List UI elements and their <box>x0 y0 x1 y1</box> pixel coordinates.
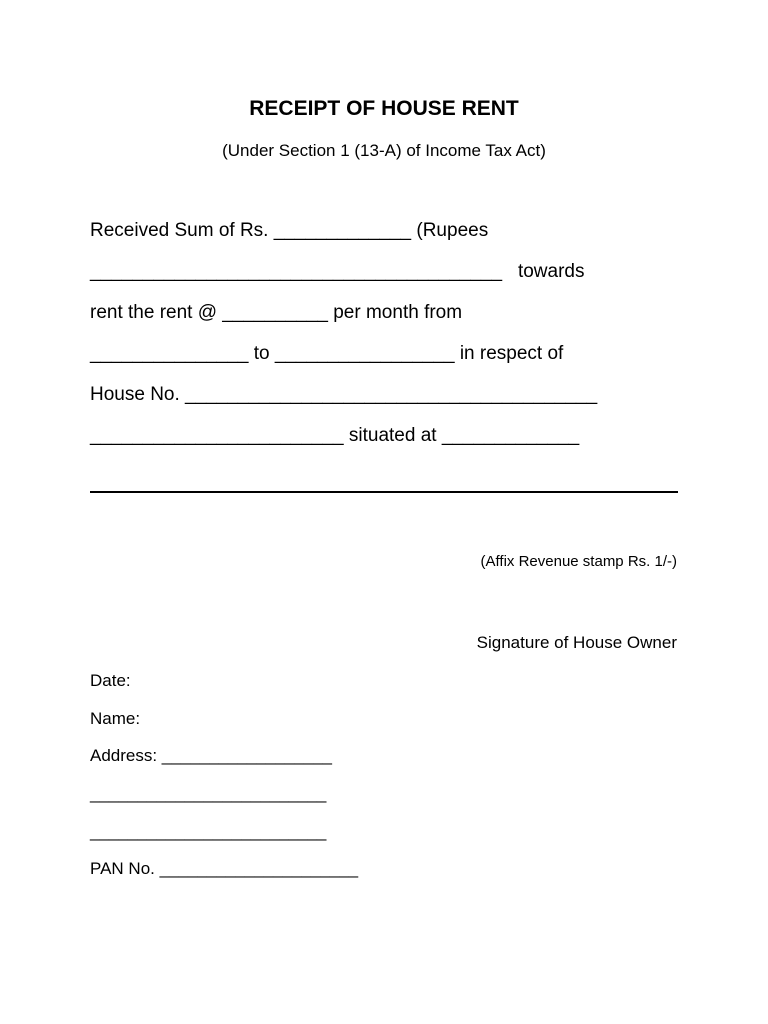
date-label: Date: <box>90 671 131 690</box>
owner-signature-label: Signature of House Owner <box>476 633 677 652</box>
receipt-line-2: _______________________________________ towards <box>90 261 585 282</box>
revenue-stamp-note: (Affix Revenue stamp Rs. 1/-) <box>480 553 677 570</box>
document-title: RECEIPT OF HOUSE RENT <box>249 97 519 120</box>
document-subtitle: (Under Section 1 (13-A) of Income Tax Act) <box>222 141 546 160</box>
address-blank-rule <box>90 491 678 493</box>
address-label: Address: __________________ <box>90 746 332 765</box>
receipt-line-5: House No. _______________________________________ <box>90 384 598 405</box>
receipt-line-6: ________________________ situated at _____________ <box>90 425 580 446</box>
receipt-line-1: Received Sum of Rs. _____________ (Rupees <box>90 220 489 241</box>
address-line-2: _________________________ <box>90 784 327 803</box>
pan-label: PAN No. _____________________ <box>90 859 359 878</box>
address-line-3: _________________________ <box>90 822 327 841</box>
receipt-line-4: _______________ to _________________ in respect of <box>90 343 564 364</box>
name-label: Name: <box>90 709 141 728</box>
receipt-line-3: rent the rent @ __________ per month from <box>90 302 463 323</box>
